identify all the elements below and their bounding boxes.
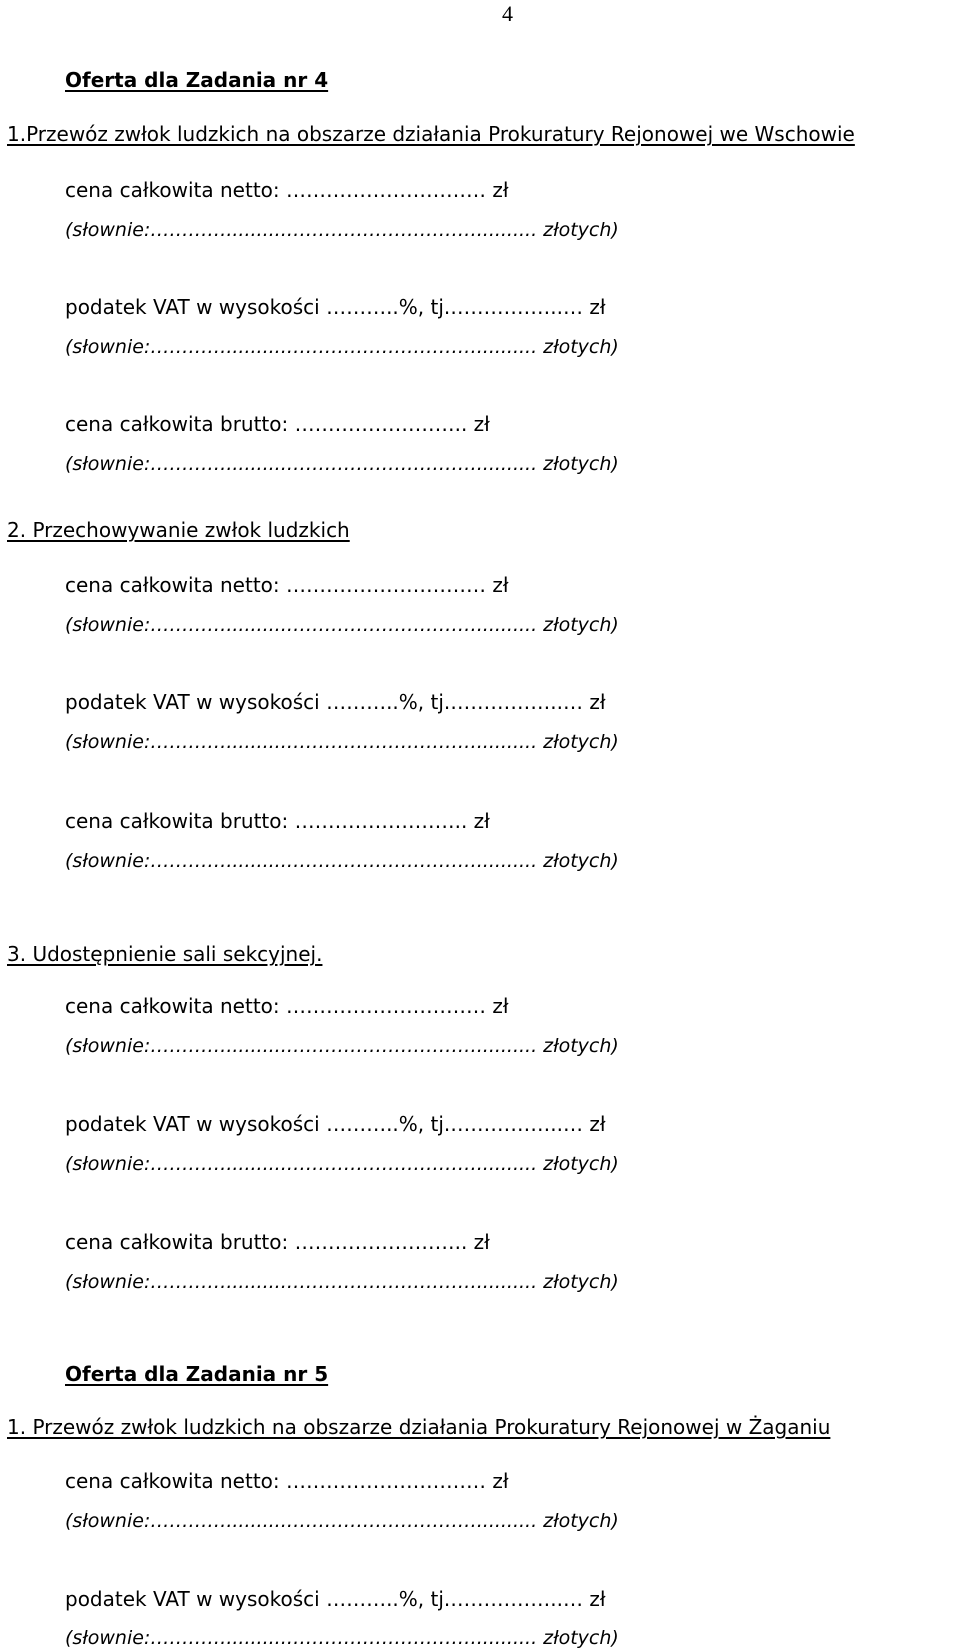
offer-5-section-1-netto-words: (słownie:…………..........………………………….......... złotych) [65, 1510, 619, 1532]
offer-4-section-2-netto-words: (słownie:…………..........………………………….......... złotych) [65, 614, 619, 636]
offer-4-section-2-title: 2. Przechowywanie zwłok ludzkich [7, 518, 350, 542]
offer-4-section-3-vat-line: podatek VAT w wysokości ………..%, tj.……………..… zł [65, 1112, 606, 1136]
offer-4-section-1-brutto-line: cena całkowita brutto: …………………….. zł [65, 412, 490, 436]
offer-4-section-2-brutto-line: cena całkowita brutto: …………………….. zł [65, 809, 490, 833]
offer-4-section-3-netto-words: (słownie:…………..........………………………….......... złotych) [65, 1035, 619, 1057]
offer-4-section-3-vat-words: (słownie:…………..........………………………….......... złotych) [65, 1153, 619, 1175]
page-number: 4 [502, 1, 513, 26]
offer-5-section-1-vat-words: (słownie:…………..........………………………….......... złotych) [65, 1627, 619, 1649]
offer-5-section-1-title: 1. Przewóz zwłok ludzkich na obszarze działania Prokuratury Rejonowej w Żaganiu [7, 1415, 831, 1439]
offer-4-section-2-vat-line: podatek VAT w wysokości ………..%, tj.……………..… zł [65, 690, 606, 714]
offer-4-section-2-netto-line: cena całkowita netto: ………………………… zł [65, 573, 509, 597]
offer-4-section-2-brutto-words: (słownie:…………..........………………………….......... złotych) [65, 850, 619, 872]
offer-4-section-1-vat-line: podatek VAT w wysokości ………..%, tj.……………..… zł [65, 295, 606, 319]
offer-4-section-3-title: 3. Udostępnienie sali sekcyjnej. [7, 942, 323, 966]
offer-4-section-2-vat-words: (słownie:…………..........………………………….......... złotych) [65, 731, 619, 753]
offer-4-section-1-netto-line: cena całkowita netto: ………………………… zł [65, 178, 509, 202]
offer-4-section-1-vat-words: (słownie:…………..........………………………….......... złotych) [65, 336, 619, 358]
offer-5-section-1-netto-line: cena całkowita netto: ………………………… zł [65, 1469, 509, 1493]
offer-4-section-1-brutto-words: (słownie:…………..........………………………….......... złotych) [65, 453, 619, 475]
offer-5-heading: Oferta dla Zadania nr 5 [65, 1362, 329, 1386]
offer-4-section-3-netto-line: cena całkowita netto: ………………………… zł [65, 994, 509, 1018]
offer-4-section-1-title: 1.Przewóz zwłok ludzkich na obszarze działania Prokuratury Rejonowej we Wschowie [7, 122, 855, 146]
offer-4-section-3-brutto-words: (słownie:…………..........………………………….......... złotych) [65, 1271, 619, 1293]
offer-4-section-1-netto-words: (słownie:…………..........………………………….......... złotych) [65, 219, 619, 241]
offer-5-section-1-vat-line: podatek VAT w wysokości ………..%, tj.……………..… zł [65, 1587, 606, 1611]
offer-4-heading: Oferta dla Zadania nr 4 [65, 68, 329, 92]
offer-4-section-3-brutto-line: cena całkowita brutto: …………………….. zł [65, 1230, 490, 1254]
